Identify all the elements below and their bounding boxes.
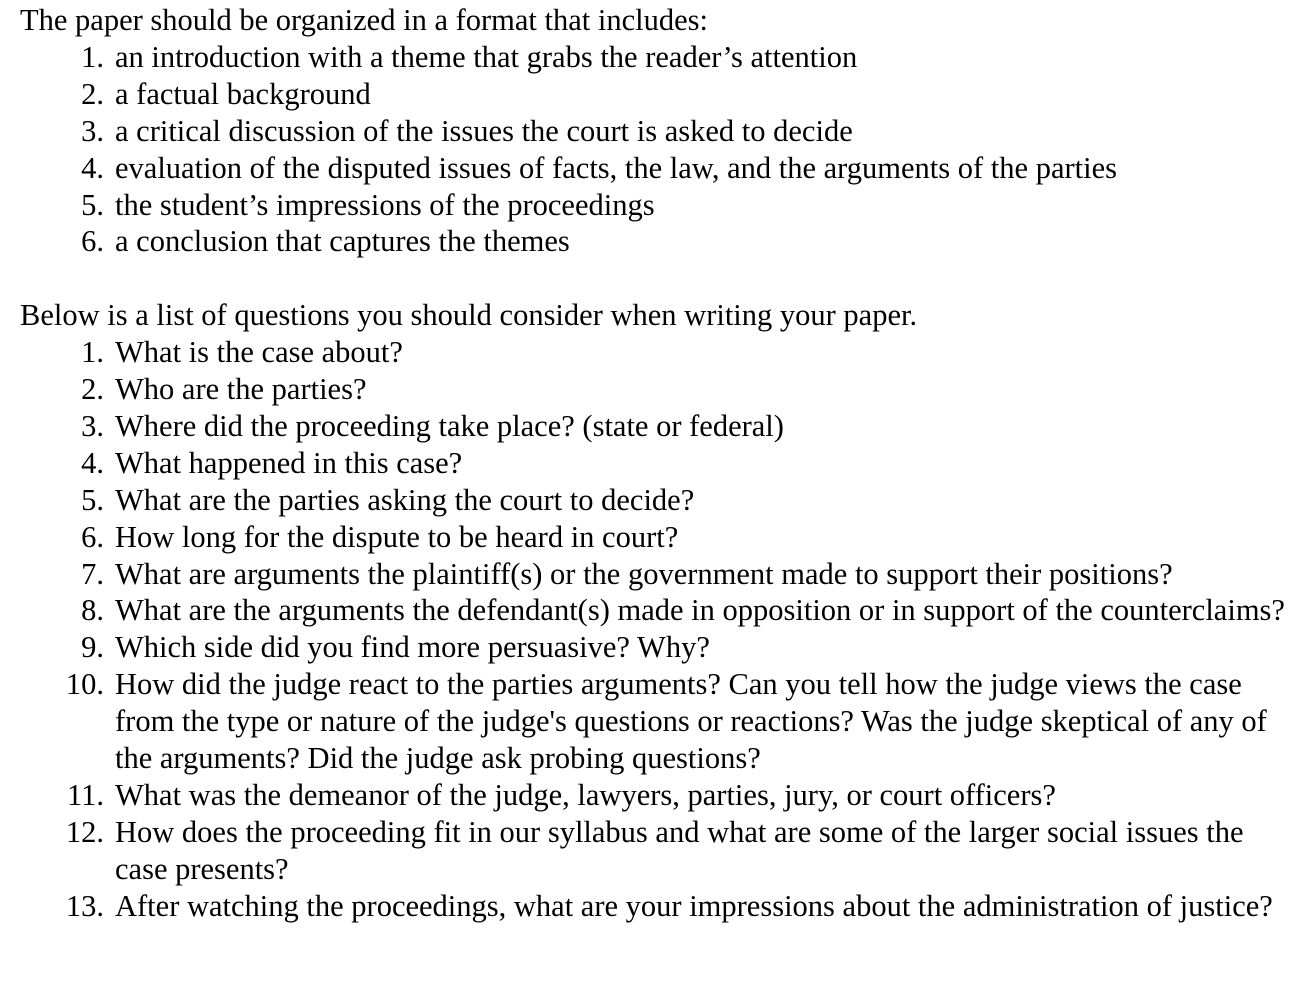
list-item [20, 408, 1290, 445]
list-text: Which side did you find more persuasive? Why? [115, 630, 710, 665]
list-text: How did the judge react to the parties arguments? Can you tell how the judge views the case from the type or nature of the judge's questions or reactions? Was the judge skeptical of any of the arguments? Did the judge ask probing questions? [115, 667, 1267, 776]
list-item [20, 666, 1290, 777]
list-number: 11. [67, 778, 104, 813]
organization-intro: The paper should be organized in a format that includes: [20, 3, 709, 37]
list-number: 13. [65, 888, 104, 923]
list-text: What are the parties asking the court to decide? [115, 482, 695, 517]
list-text: How does the proceeding fit in our syllabus and what are some of the larger social issues the case presents? [115, 814, 1244, 886]
list-number: 4. [81, 445, 104, 480]
list-text: What was the demeanor of the judge, lawyers, parties, jury, or court officers? [115, 778, 1056, 813]
list-number: 8. [81, 593, 104, 628]
list-item [20, 187, 1290, 224]
list-text: What are arguments the plaintiff(s) or the government made to support their positions? [115, 556, 1173, 591]
list-item [20, 76, 1290, 113]
list-number: 6. [81, 224, 104, 259]
list-item [20, 113, 1290, 150]
list-item [20, 223, 1290, 260]
document-body [20, 2, 1290, 925]
list-item [20, 519, 1290, 556]
list-number: 6. [81, 519, 104, 554]
list-item [20, 888, 1290, 925]
organization-list [20, 39, 1290, 260]
list-item [20, 371, 1290, 408]
list-text: Where did the proceeding take place? (state or federal) [115, 408, 784, 443]
list-text: How long for the dispute to be heard in court? [115, 519, 679, 554]
list-number: 10. [65, 667, 104, 702]
list-number: 2. [81, 76, 104, 111]
list-text: What is the case about? [115, 335, 403, 370]
list-number: 1. [81, 39, 104, 74]
list-item [20, 556, 1290, 593]
list-text: the student’s impressions of the proceedings [115, 187, 655, 222]
list-item [20, 777, 1290, 814]
list-text: an introduction with a theme that grabs the reader’s attention [115, 39, 858, 74]
list-text: a factual background [115, 76, 371, 111]
list-item [20, 334, 1290, 371]
list-number: 4. [81, 150, 104, 185]
list-number: 3. [81, 408, 104, 443]
list-number: 7. [81, 556, 104, 591]
list-item [20, 39, 1290, 76]
list-number: 9. [81, 630, 104, 665]
list-number: 5. [81, 482, 104, 517]
list-text: a critical discussion of the issues the court is asked to decide [115, 113, 853, 148]
questions-list [20, 334, 1290, 925]
list-item [20, 592, 1290, 629]
list-text: evaluation of the disputed issues of facts, the law, and the arguments of the parties [115, 150, 1117, 185]
list-text: After watching the proceedings, what are your impressions about the administration of justice? [115, 888, 1273, 923]
list-number: 5. [81, 187, 104, 222]
list-item [20, 814, 1290, 888]
questions-intro: Below is a list of questions you should consider when writing your paper. [20, 298, 918, 333]
list-item [20, 445, 1290, 482]
list-number: 12. [65, 814, 104, 849]
list-number: 1. [81, 335, 104, 370]
list-item [20, 150, 1290, 187]
list-item [20, 629, 1290, 666]
list-text: a conclusion that captures the themes [115, 224, 570, 259]
paragraph-spacer [20, 260, 1290, 297]
list-text: Who are the parties? [115, 372, 367, 407]
list-text: What are the arguments the defendant(s) made in opposition or in support of the counterclaims? [115, 593, 1285, 628]
list-number: 3. [81, 113, 104, 148]
list-item [20, 482, 1290, 519]
list-text: What happened in this case? [115, 445, 463, 480]
list-number: 2. [81, 372, 104, 407]
